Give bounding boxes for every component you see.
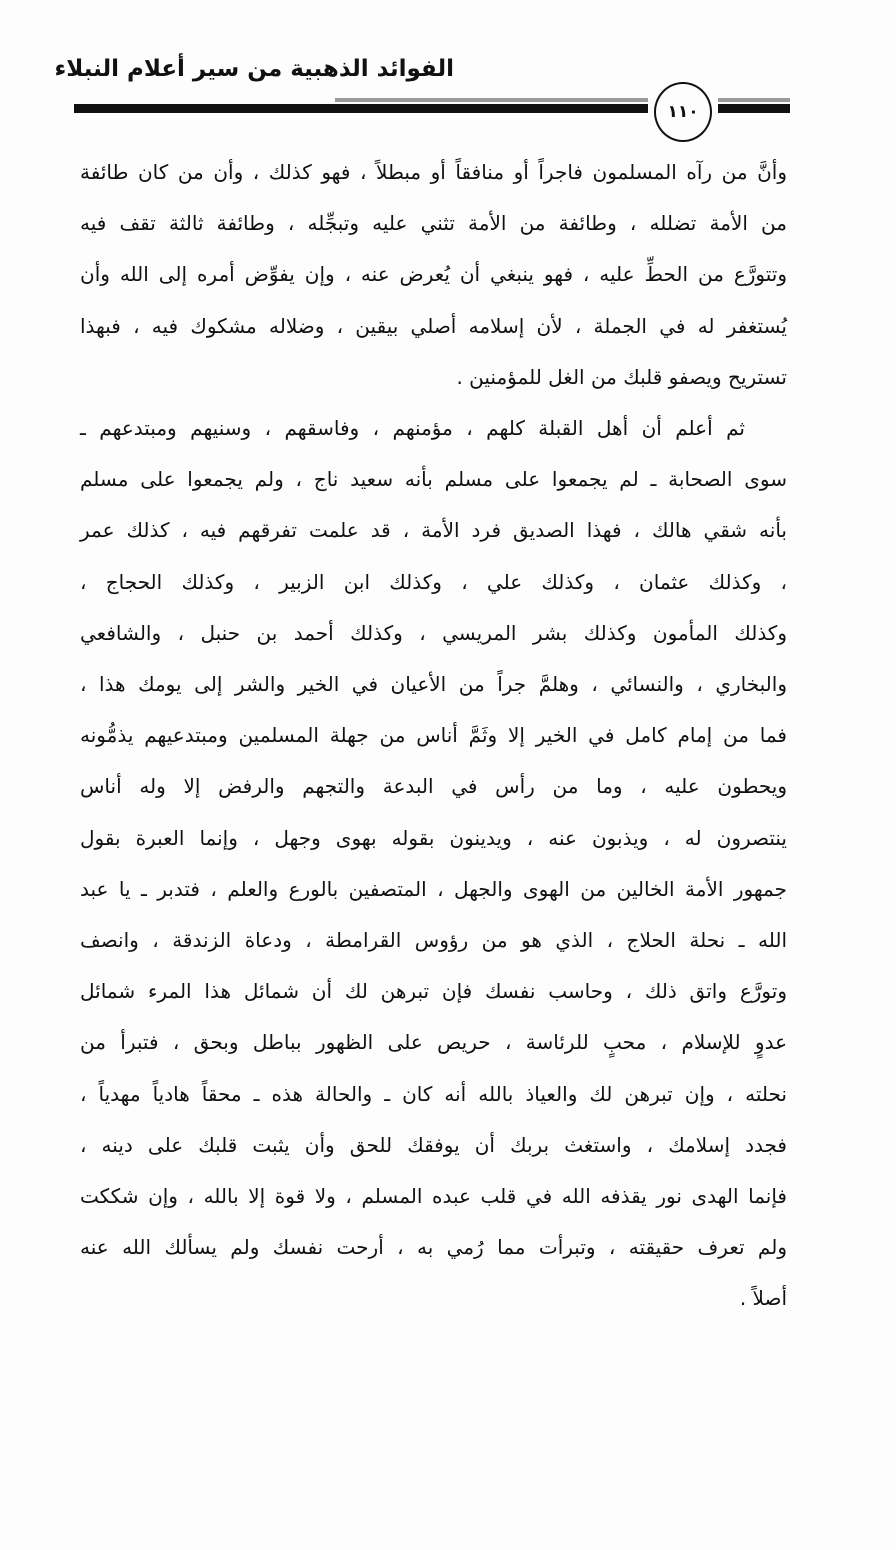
text-line: ثم أعلم أن أهل القبلة كلهم ، مؤمنهم ، وفاسقهم ، وسنيهم ومبتدعهم ـ: [80, 416, 745, 440]
text-line: أصلاً .: [739, 1286, 787, 1311]
text-line: الله ـ نحلة الحلاج ، الذي هو من رؤوس القرامطة ، ودعاة الزندقة ، وانصف: [80, 928, 787, 952]
text-line: فجدد إسلامك ، واستغث بربك أن يوفقك للحق وأن يثبت قلبك على دينه ،: [80, 1132, 787, 1157]
text-line: ولم تعرف حقيقته ، وتبرأت مما رُمي به ، أرحت نفسك ولم يسألك الله عنه: [80, 1235, 787, 1260]
text-line: وتتورَّع من الحطِّ عليه ، فهو ينبغي أن يُعرض عنه ، وإن يفوِّض أمره إلى الله وأن: [80, 262, 787, 287]
text-line: ويحطون عليه ، وما من رأس في البدعة والتجهم والرفض إلا وله أناس: [80, 774, 787, 799]
text-line: وتورَّع واتق ذلك ، وحاسب نفسك فإن تبرهن لك أن شمائل هذا المرء شمائل: [80, 979, 787, 1004]
header-rule-left: [74, 104, 648, 113]
header-rule-right-accent: [718, 98, 790, 102]
text-line: فما من إمام كامل في الخير إلا وثَمَّ أناس من جهلة المسلمين ومبتدعيهم يذمُّونه: [80, 723, 787, 748]
book-title: الفوائد الذهبية من سير أعلام النبلاء: [54, 56, 454, 82]
text-line: وأنَّ من رآه المسلمون فاجراً أو منافقاً أو مبطلاً ، فهو كذلك ، وأن من كان طائفة: [80, 160, 787, 184]
text-line: بأنه شقي هالك ، فهذا الصديق فرد الأمة ، قد علمت تفرقهم فيه ، كذلك عمر: [80, 518, 787, 543]
text-line: عدوٍ للإسلام ، محبٍ للرئاسة ، حريص على الظهور بباطل وبحق ، فتبرأ من: [80, 1030, 787, 1055]
text-line: نحلته ، وإن تبرهن لك والعياذ بالله أنه كان ـ والحالة هذه ـ محقاً هادياً مهدياً ،: [80, 1081, 787, 1106]
page-number: ١١٠: [654, 82, 712, 142]
header-rule-accent: [335, 98, 648, 102]
text-line: سوى الصحابة ـ لم يجمعوا على مسلم بأنه سعيد ناج ، ولم يجمعوا على مسلم: [80, 467, 787, 492]
text-line: وكذلك المأمون وكذلك بشر المريسي ، وكذلك أحمد بن حنبل ، والشافعي: [80, 620, 787, 645]
text-line: تستريح ويصفو قلبك من الغل للمؤمنين .: [456, 364, 787, 389]
text-line: ينتصرون له ، ويذبون عنه ، ويدينون بقوله بهوى وجهل ، وإنما العبرة بقول: [80, 825, 787, 850]
header-rule-right: [718, 104, 790, 113]
text-line: والبخاري ، والنسائي ، وهلمَّ جراً من الأعيان في الخير والشر إلى يومك هذا ،: [80, 672, 787, 696]
text-line: فإنما الهدى نور يقذفه الله في قلب عبده المسلم ، ولا قوة إلا بالله ، وإن شككت: [80, 1184, 787, 1208]
text-line: يُستغفر له في الجملة ، لأن إسلامه أصلي بيقين ، وضلاله مشكوك فيه ، فبهذا: [80, 313, 787, 338]
text-line: ، وكذلك عثمان ، وكذلك علي ، وكذلك ابن الزبير ، وكذلك الحجاج ،: [80, 569, 787, 594]
text-line: جمهور الأمة الخالين من الهوى والجهل ، المتصفين بالورع والعلم ، فتدبر ـ يا عبد: [80, 876, 787, 901]
text-line: من الأمة تضلله ، وطائفة من الأمة تثني عليه وتبجِّله ، وطائفة ثالثة تقف فيه: [80, 211, 787, 236]
